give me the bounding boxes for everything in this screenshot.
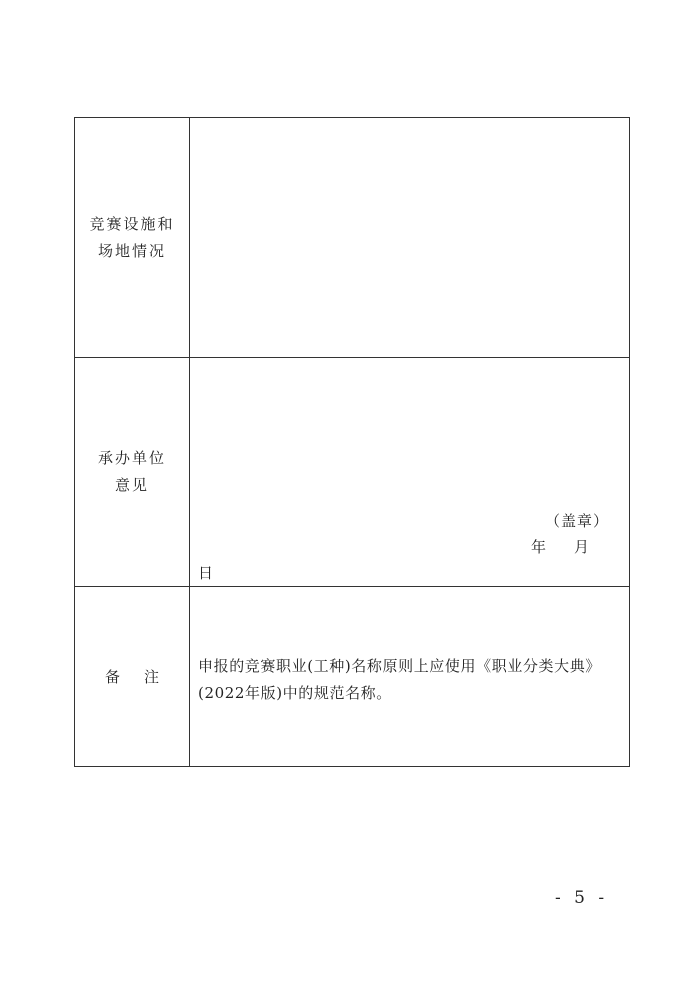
date-day: 日: [198, 564, 214, 582]
facilities-content-cell: [190, 118, 629, 357]
seal-text: （盖章）: [544, 512, 609, 530]
organizer-opinion-content-cell: [190, 358, 629, 586]
organizer-opinion-row: [75, 358, 629, 587]
remarks-note: [198, 653, 628, 707]
page-number: - 5 -: [555, 888, 609, 908]
facilities-label-cell: [75, 118, 190, 357]
date-year: 年: [530, 538, 546, 556]
remarks-label: 备注: [104, 667, 183, 686]
remarks-row: [75, 587, 629, 767]
organizer-opinion-label-line1: 承办单位: [97, 449, 166, 467]
remarks-note-line1: 申报的竞赛职业(工种)名称原则上应使用《职业分类大典》: [198, 657, 601, 675]
facilities-label-line1: 竞赛设施和: [89, 214, 175, 233]
application-form-table: [74, 117, 630, 767]
date-month: 月: [573, 538, 589, 556]
organizer-opinion-label-line2: 意见: [114, 476, 149, 494]
date-year-month: [531, 536, 589, 557]
organizer-opinion-label-cell: [75, 358, 190, 586]
facilities-row: [75, 118, 629, 358]
remarks-label-cell: [75, 587, 190, 767]
facilities-label-line2: 场地情况: [97, 241, 166, 260]
remarks-note-line2: (2022年版)中的规范名称。: [198, 684, 392, 702]
remarks-content-cell: [190, 587, 629, 767]
